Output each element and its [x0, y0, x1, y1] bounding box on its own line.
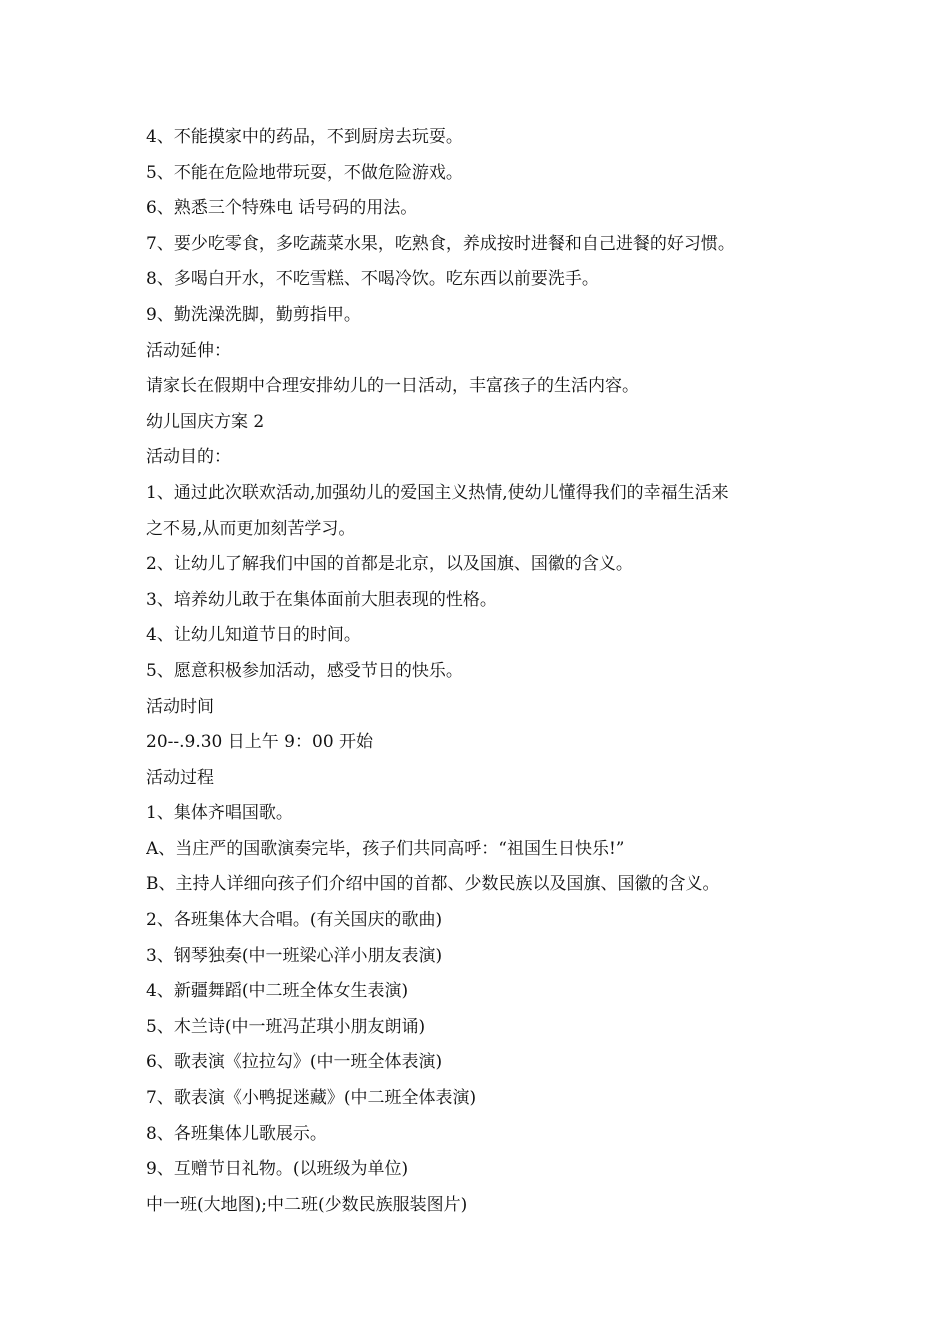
- text-line: 7、歌表演《小鸭捉迷藏》(中二班全体表演): [146, 1088, 477, 1109]
- text-line: 2、让幼儿了解我们中国的首都是北京，以及国旗、国徽的含义。: [146, 554, 633, 575]
- text-line: 8、各班集体儿歌展示。: [146, 1123, 327, 1144]
- text-line: 3、钢琴独奏(中一班梁心洋小朋友表演): [146, 945, 443, 966]
- document-body: [146, 120, 826, 1223]
- text-line: 5、不能在危险地带玩耍，不做危险游戏。: [146, 162, 463, 183]
- text-line: 1、通过此次联欢活动,加强幼儿的爱国主义热情,使幼儿懂得我们的幸福生活来: [146, 482, 729, 503]
- text-line: 20--.9.30 日上午 9：00 开始: [146, 732, 374, 753]
- section-heading: 活动目的：: [146, 447, 231, 468]
- document-title: 幼儿国庆方案 2: [146, 411, 265, 432]
- section-heading: 活动延伸：: [146, 340, 231, 361]
- text-line: 6、熟悉三个特殊电 话号码的用法。: [146, 198, 418, 219]
- text-line: B、主持人详细向孩子们介绍中国的首都、少数民族以及国旗、国徽的含义。: [146, 874, 720, 895]
- text-line: 之不易,从而更加刻苦学习。: [146, 518, 356, 539]
- section-heading: 活动时间: [146, 696, 214, 717]
- text-line: 5、愿意积极参加活动，感受节日的快乐。: [146, 660, 463, 681]
- text-line: A、当庄严的国歌演奏完毕，孩子们共同高呼：“祖国生日快乐!”: [146, 838, 625, 859]
- text-line: 9、勤洗澡洗脚，勤剪指甲。: [146, 304, 361, 325]
- text-line: 4、新疆舞蹈(中二班全体女生表演): [146, 981, 409, 1002]
- text-line: 请家长在假期中合理安排幼儿的一日活动，丰富孩子的生活内容。: [146, 376, 639, 397]
- text-line: 6、歌表演《拉拉勾》(中一班全体表演): [146, 1052, 443, 1073]
- text-line: 5、木兰诗(中一班冯芷琪小朋友朗诵): [146, 1016, 426, 1037]
- text-line: 4、让幼儿知道节日的时间。: [146, 625, 361, 646]
- text-line: 4、不能摸家中的药品，不到厨房去玩耍。: [146, 127, 463, 147]
- text-line: 7、要少吃零食，多吃蔬菜水果，吃熟食，养成按时进餐和自己进餐的好习惯。: [146, 233, 735, 254]
- text-line: 8、多喝白开水，不吃雪糕、不喝冷饮。吃东西以前要洗手。: [146, 269, 599, 290]
- text-line: 9、互赠节日礼物。(以班级为单位): [146, 1159, 409, 1180]
- text-line: 2、各班集体大合唱。(有关国庆的歌曲): [146, 910, 443, 931]
- text-line: 中一班(大地图);中二班(少数民族服装图片): [146, 1194, 468, 1215]
- section-heading: 活动过程: [146, 767, 214, 788]
- text-line: 3、培养幼儿敢于在集体面前大胆表现的性格。: [146, 589, 497, 610]
- text-line: 1、集体齐唱国歌。: [146, 803, 293, 824]
